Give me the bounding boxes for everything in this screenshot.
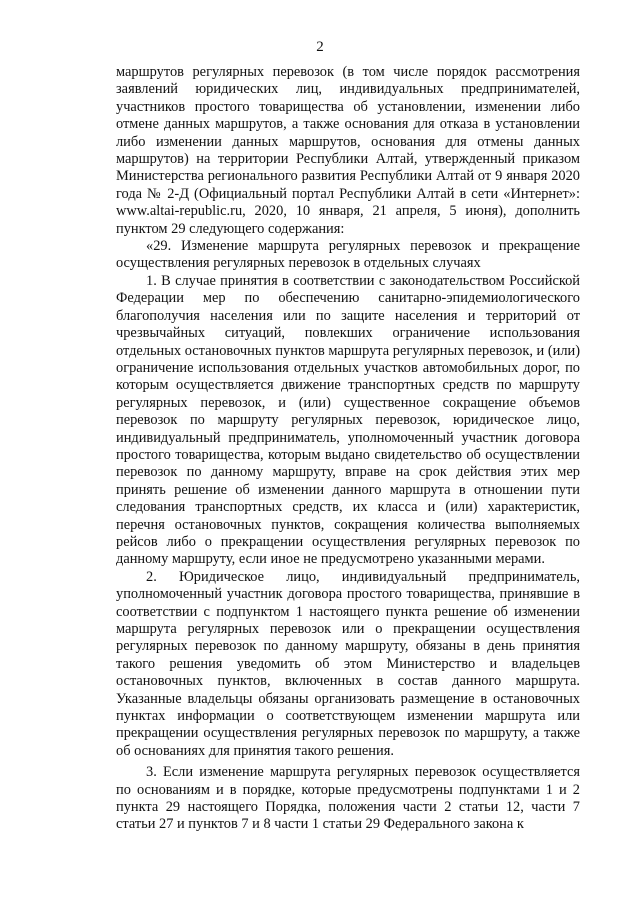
subsection-1-paragraph: 1. В случае принятия в соответствии с законодательством Российской Федерации мер по обеспечению санитарно-эпидемиологического благополучия населения или по защите населения и территорий от чрезвычайных ситуаций, повлекших ограничение использования отдельных остановочных пунктов маршрута регулярных перевозок, и (или) ограничение использования отдельных участков автомобильных дорог, по которым осуществляется движение транспортных средств по маршруту регулярных перевозок, и (или) существенное сокращение объемов перевозок по маршруту регулярных перевозок, юридическое лицо, индивидуальный предприниматель, уполномоченный участник договора простого товарищества, которым выдано свидетельство об осуществлении перевозок по данному маршруту, вправе на срок действия этих мер принять решение об изменении данного маршрута в отношении пути следования транспортных средств, их класса и (или) характеристик, перечня остановочных пунктов, сокращения количества выполняемых рейсов либо о прекращении осуществления регулярных перевозок по данному маршруту, если иное не предусмотрено указанными мерами.: [116, 272, 580, 568]
page-number: 2: [316, 39, 324, 55]
subsection-2-paragraph: 2. Юридическое лицо, индивидуальный предприниматель, уполномоченный участник договора простого товарищества, принявшие в соответствии с подпунктом 1 настоящего пункта решение об изменении маршрута регулярных перевозок или о прекращении осуществления регулярных перевозок по данному маршруту, обязаны в день принятия такого решения уведомить об этом Министерство и владельцев остановочных пунктов, включенных в состав данного маршрута. Указанные владельцы обязаны организовать размещение в остановочных пунктах информации о соответствующем изменении маршрута или прекращении осуществления регулярных перевозок по маршруту, а также об основаниях для принятия такого решения.: [116, 568, 580, 759]
subsection-3-paragraph: 3. Если изменение маршрута регулярных перевозок осуществляется по основаниям и в порядке, которые предусмотрены подпунктами 1 и 2 пункта 29 настоящего Порядка, положения части 2 статьи 12, части 7 статьи 27 и пунктов 7 и 8 части 1 статьи 29 Федерального закона к: [116, 764, 580, 833]
document-body: [116, 64, 580, 834]
section-29-heading: «29. Изменение маршрута регулярных перевозок и прекращение осуществления регулярных перевозок в отдельных случаях: [116, 238, 580, 272]
intro-paragraph: маршрутов регулярных перевозок (в том числе порядок рассмотрения заявлений юридических лиц, индивидуальных предпринимателей, участников простого товарищества об установлении, изменении либо отмене данных маршрутов, а также основания для отказа в установлении либо изменении данных маршрутов, основания для отмены данных маршрутов) на территории Республики Алтай, утвержденный приказом Министерства регионального развития Республики Алтай от 9 января 2020 года № 2-Д (Официальный портал Республики Алтай в сети «Интернет»: www.altai-republic.ru, 2020, 10 января, 21 апреля, 5 июня), дополнить пунктом 29 следующего содержания:: [116, 64, 580, 237]
